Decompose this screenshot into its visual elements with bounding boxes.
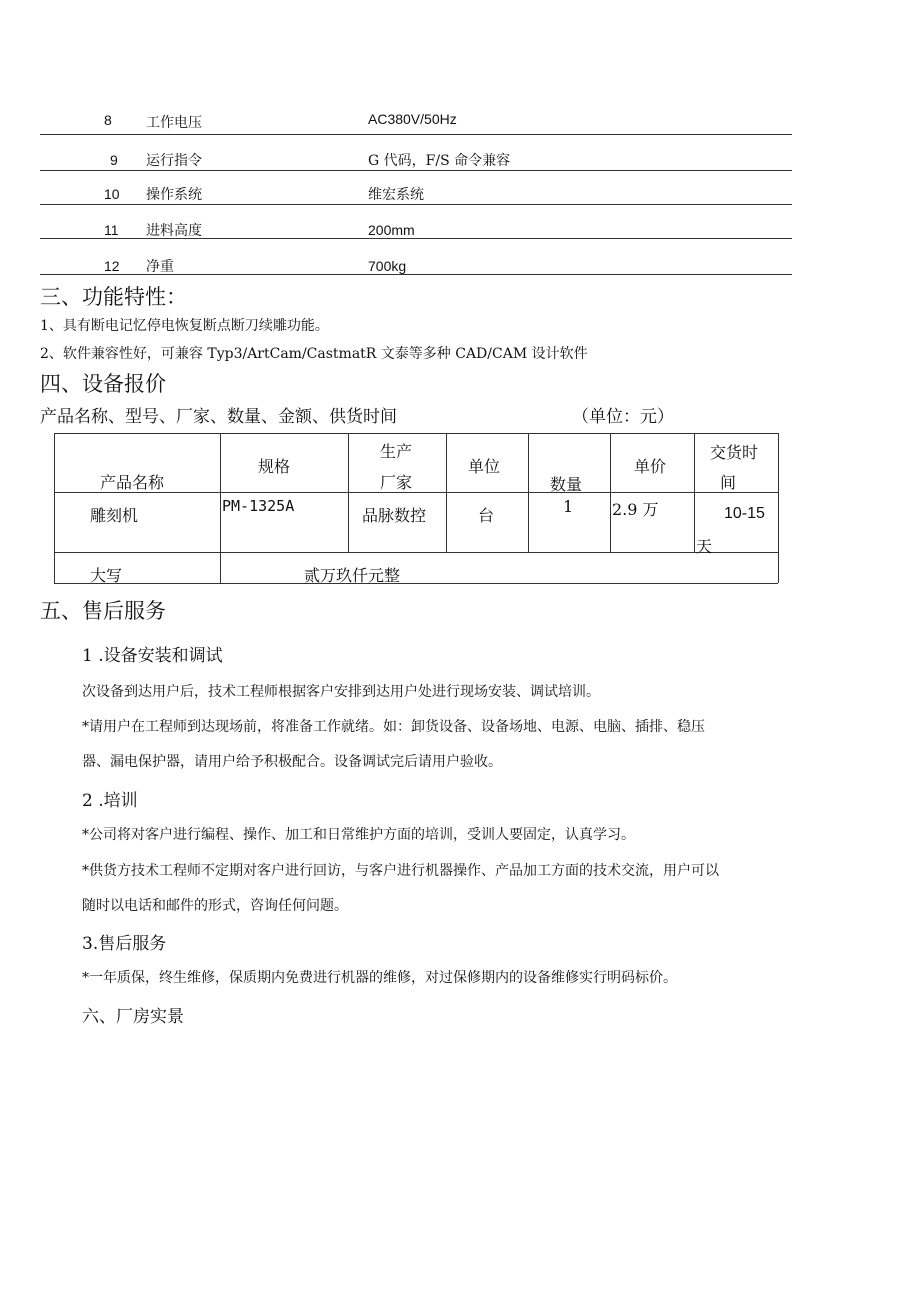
row-qty: 1 xyxy=(563,497,574,516)
row-product-name: 雕刻机 xyxy=(90,506,139,525)
spec-name: 进料高度 xyxy=(146,223,202,239)
header-maker-line2: 厂家 xyxy=(380,473,413,492)
service-install-p2-line2: 器、漏电保护器，请用户给予积极配合。设备调试完后请用户验收。 xyxy=(82,754,502,770)
spec-value: 700kg xyxy=(368,258,407,274)
spec-name: 净重 xyxy=(146,259,174,275)
row-price: 2.9 万 xyxy=(612,500,659,519)
table-border-right xyxy=(778,433,779,583)
row-unit: 台 xyxy=(478,506,495,525)
section5-title: 五、售后服务 xyxy=(40,599,166,623)
spec-value: AC380V/50Hz xyxy=(368,111,457,127)
spec-value: 维宏系统 xyxy=(368,187,424,203)
table-col-divider xyxy=(446,433,447,552)
feature-item-1: 1、具有断电记忆停电恢复断点断刀续雕功能。 xyxy=(40,318,329,334)
spec-name: 操作系统 xyxy=(146,187,202,203)
spec-num: 12 xyxy=(104,258,120,274)
spec-num: 10 xyxy=(104,186,120,202)
spec-num: 8 xyxy=(104,112,112,128)
spec-value: G 代码，F/S 命令兼容 xyxy=(368,153,511,169)
spec-row-10 xyxy=(40,180,792,210)
row-maker: 品脉数控 xyxy=(362,506,427,525)
header-unit: 单位 xyxy=(468,457,501,476)
spec-divider xyxy=(40,134,792,135)
row-spec: PM-1325A xyxy=(222,497,295,515)
section3-title: 三、功能特性： xyxy=(40,285,187,309)
service-training-p1: *公司将对客户进行编程、操作、加工和日常维护方面的培训，受训人要固定，认真学习。 xyxy=(82,827,635,843)
quote-subtitle: 产品名称、型号、厂家、数量、金额、供货时间 xyxy=(40,407,397,427)
table-col-divider xyxy=(528,433,529,552)
section4-title: 四、设备报价 xyxy=(40,372,166,396)
service-install-title: 1 .设备安装和调试 xyxy=(82,646,223,666)
service-aftersales-title: 3.售后服务 xyxy=(82,934,167,954)
table-border-left xyxy=(54,433,55,583)
quote-unit-note: （单位：元） xyxy=(572,407,674,427)
spec-name: 运行指令 xyxy=(146,153,202,169)
service-training-p2-line2: 随时以电话和邮件的形式，咨询任何问题。 xyxy=(82,898,348,914)
table-col-divider xyxy=(694,433,695,552)
spec-row-11 xyxy=(40,216,792,246)
feature-item-2: 2、软件兼容性好，可兼容 Typ3/ArtCam/CastmatR 文泰等多种 CAD/CAM 设计软件 xyxy=(40,346,588,362)
header-spec: 规格 xyxy=(258,457,291,476)
spec-num: 9 xyxy=(110,152,118,168)
service-training-title: 2 .培训 xyxy=(82,791,138,811)
header-qty: 数量 xyxy=(550,475,583,494)
header-price: 单价 xyxy=(634,457,667,476)
spec-divider xyxy=(40,204,792,205)
spec-row-12 xyxy=(40,252,792,282)
service-training-p2-line1: *供货方技术工程师不定期对客户进行回访，与客户进行机器操作、产品加工方面的技术交流，用户可以 xyxy=(82,863,719,879)
service-install-p1: 次设备到达用户后，技术工程师根据客户安排到达用户处进行现场安装、调试培训。 xyxy=(82,684,600,700)
table-col-divider xyxy=(220,433,221,583)
table-border-bottom xyxy=(54,583,778,584)
spec-row-9 xyxy=(40,146,792,176)
row-delivery-line2: 天 xyxy=(696,537,713,556)
spec-num: 11 xyxy=(104,222,119,238)
table-border-top xyxy=(54,433,778,434)
spec-value: 200mm xyxy=(368,222,415,238)
spec-divider xyxy=(40,238,792,239)
service-install-p2-line1: *请用户在工程师到达现场前，将准备工作就绪。如：卸货设备、设备场地、电源、电脑、插排、稳压 xyxy=(82,719,705,735)
header-product-name: 产品名称 xyxy=(100,473,165,492)
table-border-row xyxy=(54,552,778,553)
total-value: 贰万玖仟元整 xyxy=(304,566,401,585)
table-col-divider xyxy=(610,433,611,552)
section6-title: 六、厂房实景 xyxy=(82,1007,184,1027)
header-maker-line1: 生产 xyxy=(380,442,413,461)
header-delivery-line2: 间 xyxy=(720,473,737,492)
table-col-divider xyxy=(348,433,349,552)
total-label: 大写 xyxy=(90,566,123,585)
spec-divider xyxy=(40,170,792,171)
spec-divider xyxy=(40,274,792,275)
service-aftersales-p1: *一年质保，终生维修，保质期内免费进行机器的维修，对过保修期内的设备维修实行明码标价。 xyxy=(82,970,677,986)
row-delivery-line1: 10-15 xyxy=(724,505,765,522)
spec-name: 工作电压 xyxy=(146,115,202,131)
header-delivery-line1: 交货时 xyxy=(710,443,759,462)
